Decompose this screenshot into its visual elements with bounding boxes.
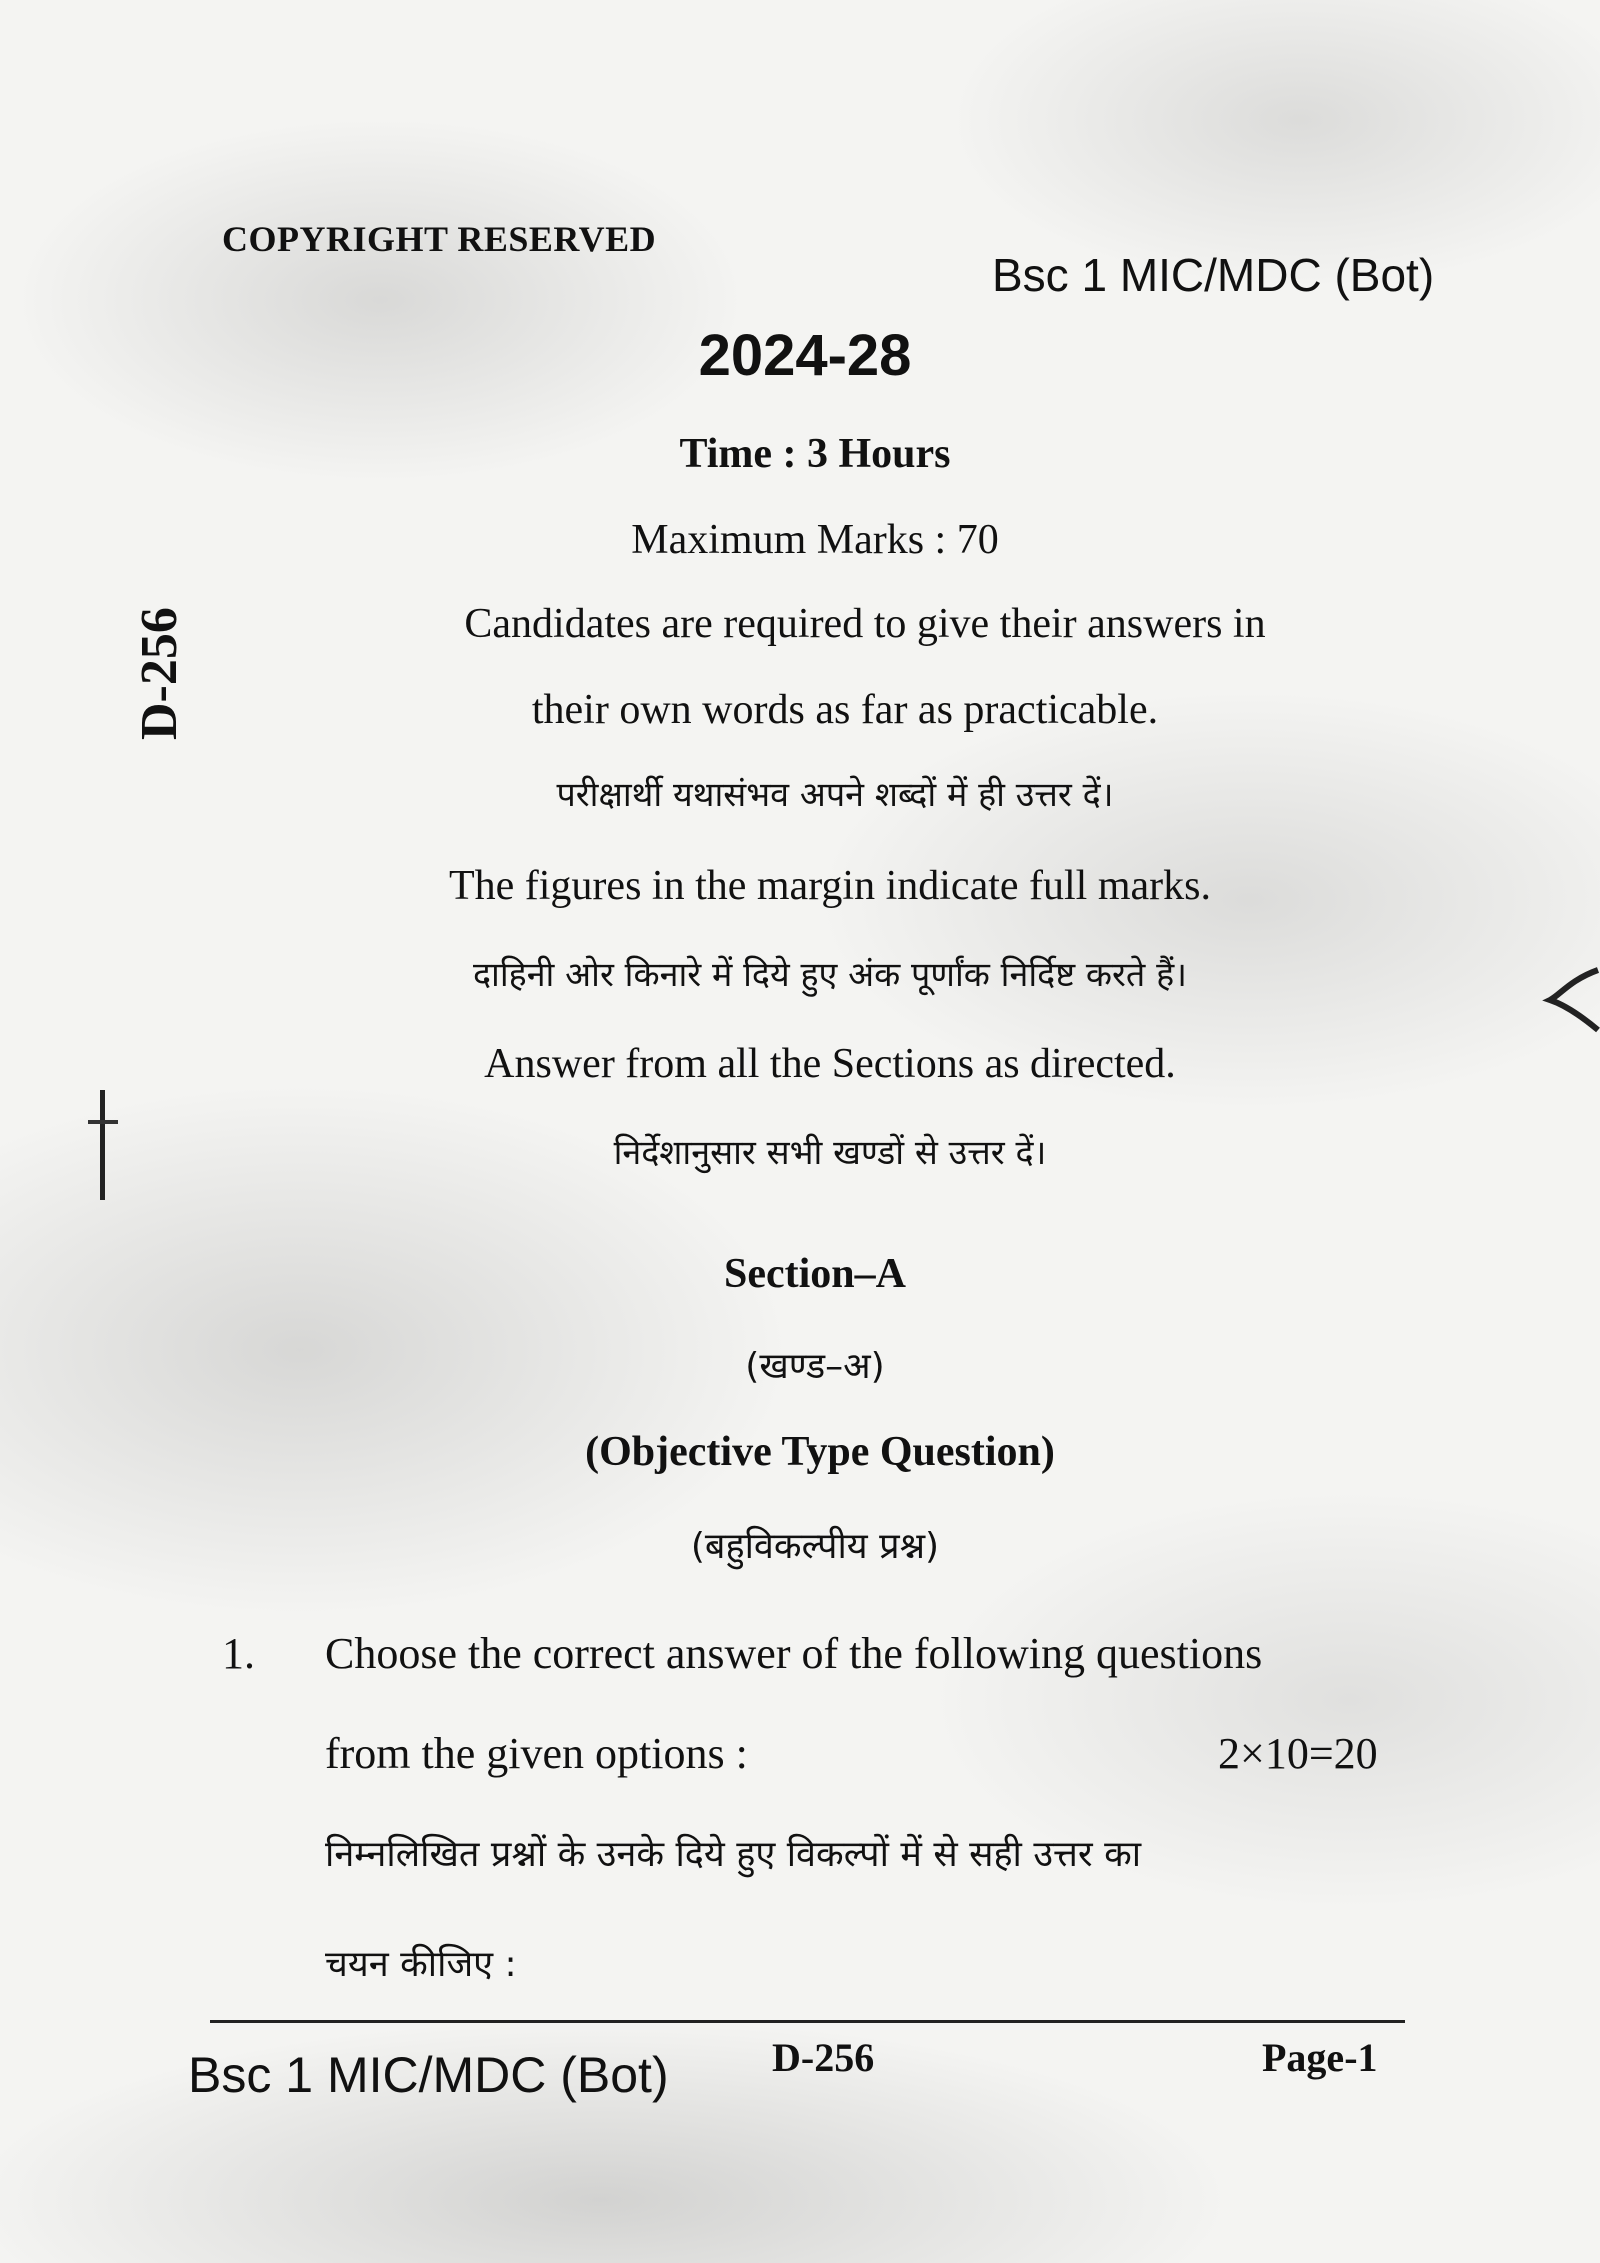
batch-year: 2024-28: [698, 323, 912, 388]
instruction-line: their own words as far as practicable.: [531, 687, 1159, 733]
margin-tick-mark: [88, 1120, 118, 1124]
copyright-label: COPYRIGHT RESERVED: [222, 219, 657, 259]
maximum-marks: Maximum Marks : 70: [631, 517, 999, 563]
page-number: Page-1: [1262, 2035, 1378, 2080]
question-marks: 2×10=20: [1218, 1729, 1378, 1778]
margin-line-mark: [100, 1090, 105, 1200]
paper-code-vertical: D-256: [131, 607, 188, 740]
time-allowed: Time : 3 Hours: [679, 431, 951, 477]
section-title: Section–A: [724, 1251, 906, 1297]
question-text-hindi: निम्नलिखित प्रश्नों के उनके दिये हुए विकल्पों में से सही उत्तर का: [325, 1834, 1142, 1875]
footer-divider: [210, 2020, 1405, 2023]
question-text: from the given options :: [325, 1729, 748, 1778]
instruction-line: Answer from all the Sections as directed.: [484, 1041, 1176, 1087]
question-text: Choose the correct answer of the following questions: [325, 1629, 1263, 1678]
instruction-line: Candidates are required to give their answers in: [464, 601, 1266, 647]
footer-paper-code: D-256: [772, 2035, 875, 2080]
section-type-hindi: (बहुविकल्पीय प्रश्न): [690, 1526, 940, 1567]
footer-course-code: Bsc 1 MIC/MDC (Bot): [188, 2047, 669, 2103]
section-title-hindi: (खण्ड–अ): [745, 1346, 885, 1387]
question-number: 1.: [222, 1629, 255, 1678]
margin-scribble-mark: [1540, 950, 1600, 1040]
question-text-hindi: चयन कीजिए :: [325, 1944, 517, 1985]
instruction-line-hindi: निर्देशानुसार सभी खण्डों से उत्तर दें।: [613, 1133, 1047, 1173]
course-code-header: Bsc 1 MIC/MDC (Bot): [992, 249, 1435, 301]
instruction-line-hindi: दाहिनी ओर किनारे में दिये हुए अंक पूर्णांक निर्दिष्ट करते हैं।: [472, 955, 1188, 995]
instruction-line: The figures in the margin indicate full marks.: [448, 863, 1211, 909]
instruction-line-hindi: परीक्षार्थी यथासंभव अपने शब्दों में ही उत्तर दें।: [556, 775, 1114, 815]
section-type: (Objective Type Question): [585, 1429, 1055, 1475]
